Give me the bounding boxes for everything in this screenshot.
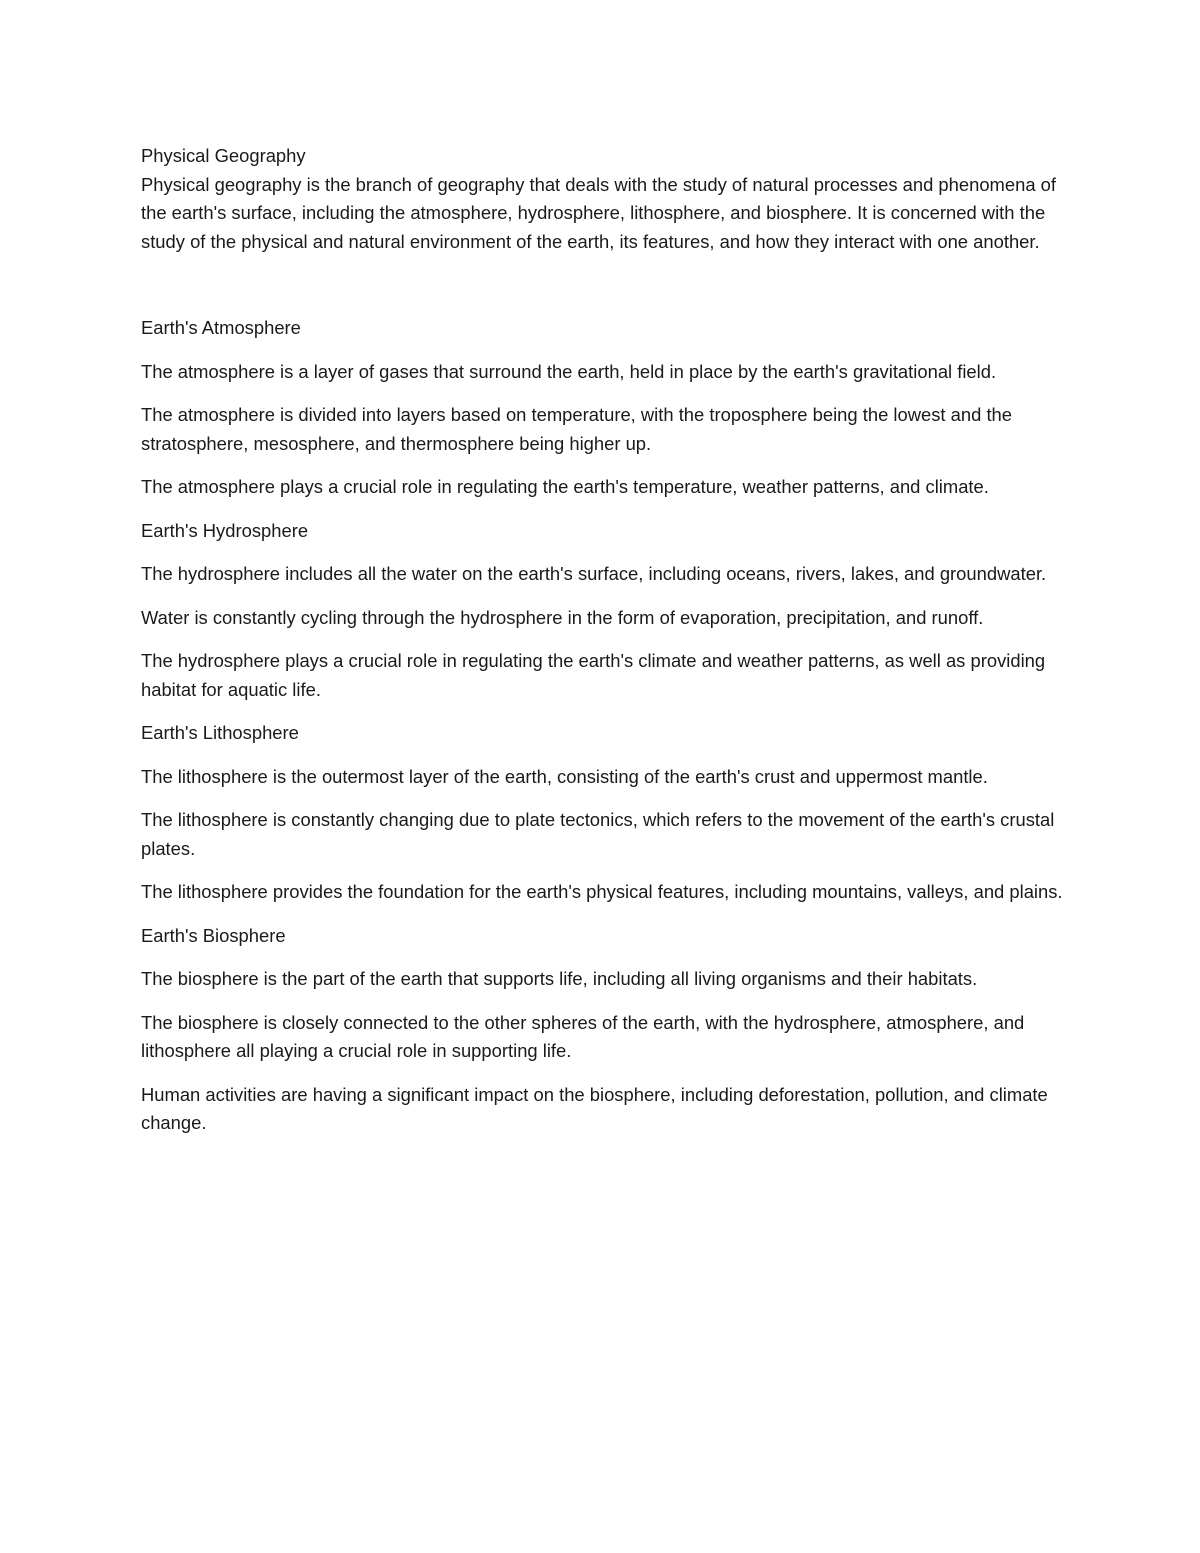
section-heading: Earth's Hydrosphere: [141, 519, 309, 541]
intro-paragraph: Physical geography is the branch of geography that deals with the study of natural processes and phenomena of the earth's surface, including the atmosphere, hydrosphere, lithosphere, and biosphere. It is concerned with the study of the physical and natural environment of the earth, its features, and how they interact with one another.: [141, 173, 1057, 252]
section-paragraph: The lithosphere is constantly changing due to plate tectonics, which refers to the movement of the earth's crustal plates.: [141, 809, 1055, 859]
section-paragraph: The atmosphere is divided into layers based on temperature, with the troposphere being the lowest and the stratosphere, mesosphere, and thermosphere being higher up.: [141, 404, 1013, 454]
section-paragraph: The biosphere is closely connected to the other spheres of the earth, with the hydrosphere, atmosphere, and lithosphere all playing a crucial role in supporting life.: [141, 1011, 1025, 1061]
document-body: [141, 142, 1071, 1153]
section-biosphere: [141, 922, 1071, 1138]
section-paragraph: The atmosphere plays a crucial role in regulating the earth's temperature, weather patterns, and climate.: [141, 476, 989, 497]
section-heading: Earth's Lithosphere: [141, 722, 299, 743]
section-paragraph: The biosphere is the part of the earth that supports life, including all living organisms and their habitats.: [141, 968, 978, 989]
section-paragraph: Human activities are having a significant impact on the biosphere, including deforestation, pollution, and climate change.: [141, 1083, 1048, 1133]
section-paragraph: The hydrosphere includes all the water on the earth's surface, including oceans, rivers, lakes, and groundwater.: [141, 563, 1047, 584]
section-paragraph: Water is constantly cycling through the hydrosphere in the form of evaporation, precipitation, and runoff.: [141, 606, 984, 628]
section-lithosphere: [141, 719, 1071, 907]
section-paragraph: The lithosphere is the outermost layer of the earth, consisting of the earth's crust and uppermost mantle.: [141, 765, 988, 787]
section-paragraph: The lithosphere provides the foundation for the earth's physical features, including mountains, valleys, and plains.: [141, 881, 1063, 902]
section-paragraph: The hydrosphere plays a crucial role in regulating the earth's climate and weather patterns, as well as providing habitat for aquatic life.: [141, 650, 1046, 700]
section-heading: Earth's Biosphere: [141, 924, 286, 946]
document-title: Physical Geography: [141, 145, 306, 166]
section-hydrosphere: [141, 517, 1071, 705]
section-heading: Earth's Atmosphere: [141, 317, 301, 338]
section-paragraph: The atmosphere is a layer of gases that surround the earth, held in place by the earth's gravitational field.: [141, 360, 997, 382]
section-atmosphere: [141, 314, 1071, 502]
